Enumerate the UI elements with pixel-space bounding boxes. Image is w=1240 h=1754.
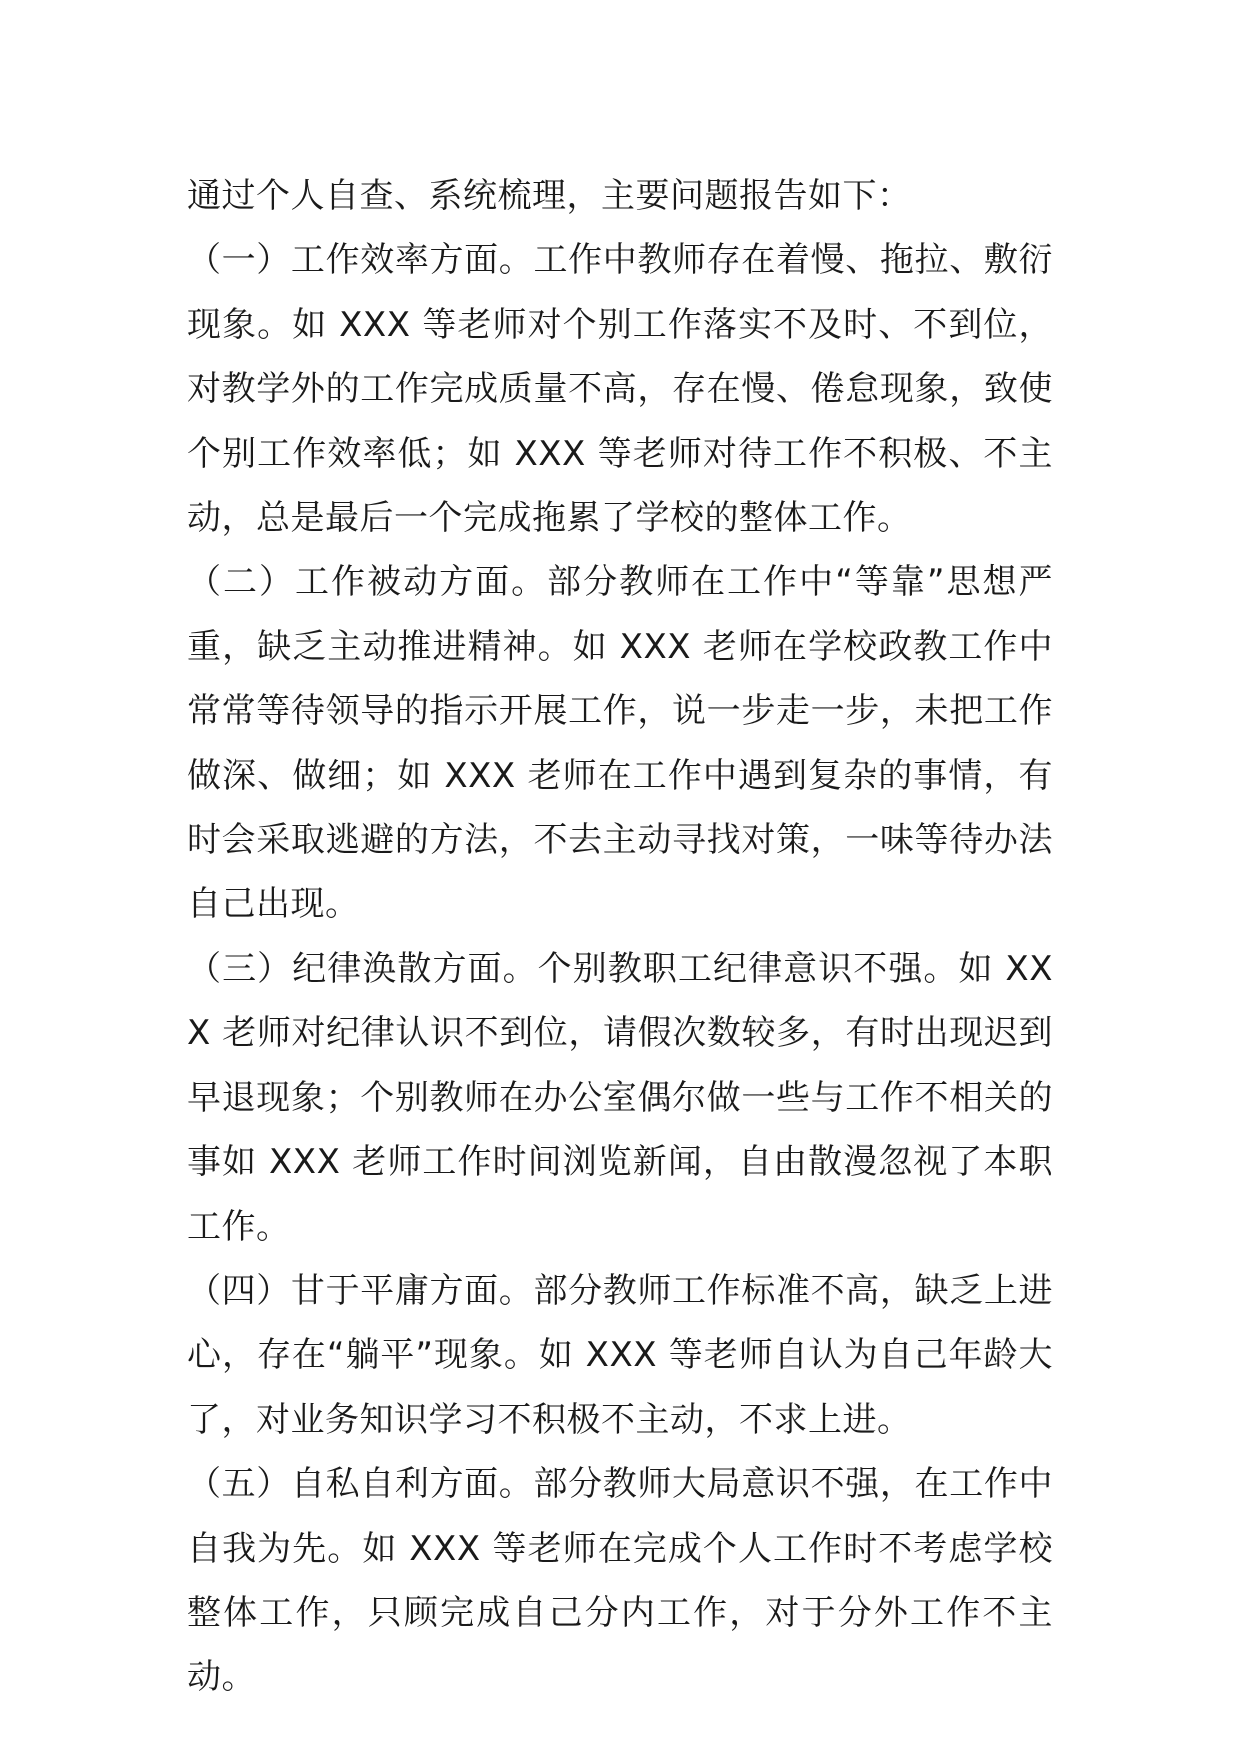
paragraph-passivity: （二）工作被动方面。部分教师在工作中“等靠”思想严重，缺乏主动推进精神。如 XXX 老师在学校政教工作中常常等待领导的指示开展工作，说一步走一步，未把工作做深、做细；如 XXX 老师在工作中遇到复杂的事情，有时会采取逃避的方法，不去主动寻找对策，一味等待办法自己出现。 (187, 562, 1053, 925)
intro-paragraph: 通过个人自查、系统梳理，主要问题报告如下： (187, 176, 912, 216)
paragraph-discipline: （三）纪律涣散方面。个别教职工纪律意识不强。如 XXX 老师对纪律认识不到位，请假次数较多，有时出现迟到早退现象；个别教师在办公室偶尔做一些与工作不相关的事如 XXX 老师工作时间浏览新闻，自由散漫忽视了本职工作。 (187, 948, 1053, 1247)
paragraph-selfishness: （五）自私自利方面。部分教师大局意识不强，在工作中自我为先。如 XXX 等老师在完成个人工作时不考虑学校整体工作，只顾完成自己分内工作，对于分外工作不主动。 (187, 1464, 1053, 1698)
paragraph-efficiency: （一）工作效率方面。工作中教师存在着慢、拖拉、敷衍现象。如 XXX 等老师对个别工作落实不及时、不到位，对教学外的工作完成质量不高，存在慢、倦怠现象，致使个别工作效率低；如 XXX 等老师对待工作不积极、不主动，总是最后一个完成拖累了学校的整体工作。 (187, 240, 1053, 539)
document-body (187, 164, 1053, 1710)
paragraph-mediocrity: （四）甘于平庸方面。部分教师工作标准不高，缺乏上进心，存在“躺平”现象。如 XXX 等老师自认为自己年龄大了，对业务知识学习不积极不主动，不求上进。 (187, 1270, 1053, 1440)
